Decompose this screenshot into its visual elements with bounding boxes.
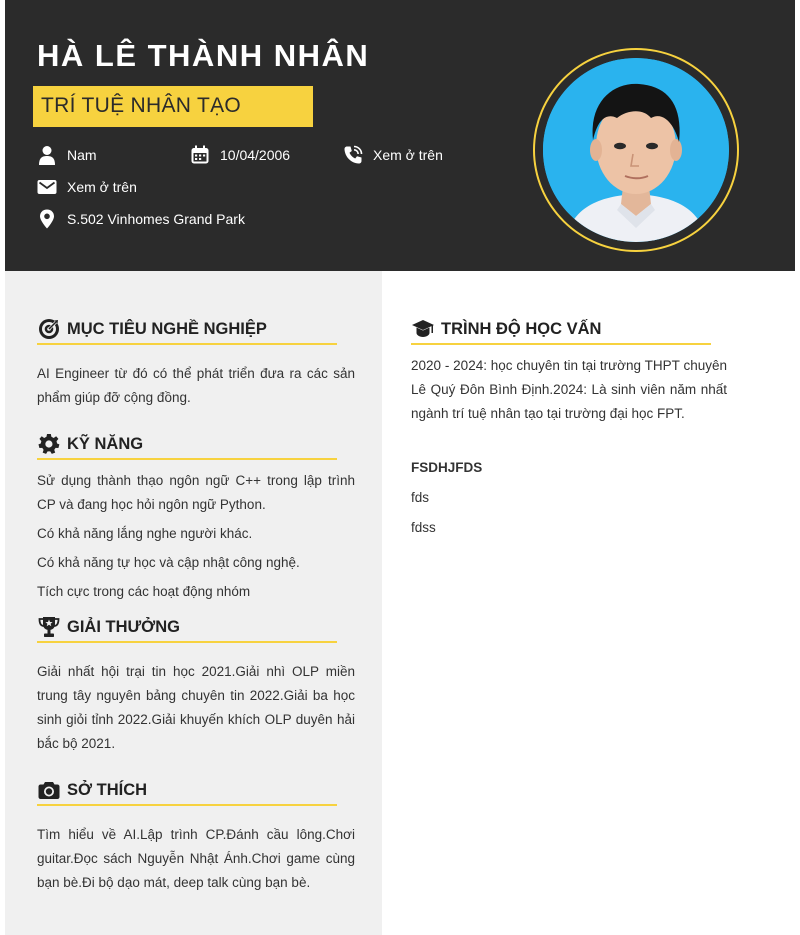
objective-text: AI Engineer từ đó có thể phát triển đưa ra các sản phẩm giúp đỡ cộng đồng. (37, 366, 355, 405)
target-icon (37, 317, 61, 341)
objective-title: MỤC TIÊU NGHỀ NGHIỆP (67, 319, 267, 338)
objective-heading (37, 317, 267, 341)
candidate-name: HÀ LÊ THÀNH NHÂN (37, 38, 370, 73)
email-text: Xem ở trên (67, 179, 137, 195)
avatar (543, 58, 729, 242)
awards-underline (37, 641, 337, 643)
skill-item: Sử dụng thành thạo ngôn ngữ C++ trong lập trình CP và đang học hỏi ngôn ngữ Python. (37, 473, 355, 512)
education-extra: FSDHJFDS (411, 460, 483, 475)
birthday-info (189, 143, 290, 167)
camera-icon (37, 778, 61, 802)
user-icon (36, 144, 58, 166)
skills-title: KỸ NĂNG (67, 434, 144, 453)
hobbies-text: Tìm hiểu về AI.Lập trình CP.Đánh cầu lông.Chơi guitar.Đọc sách Nguyễn Nhật Ánh.Chơi game cùng bạn bè.Đi bộ dạo mát, deep talk cùng bạn bè. (37, 827, 355, 890)
gender-text: Nam (67, 147, 97, 163)
education-extra: fds (411, 490, 430, 505)
skills-heading (37, 432, 143, 456)
location-pin-icon (36, 208, 58, 230)
position-title: TRÍ TUỆ NHÂN TẠO (41, 94, 242, 117)
gender-info (36, 143, 97, 167)
awards-text: Giải nhất hội trại tin học 2021.Giải nhì OLP miền trung tây nguyên bảng chuyên tin 2022.Giải ba học sinh giỏi tỉnh 2022.Giải khuyến khích OLP duyên hải bắc bộ 2021. (37, 664, 355, 751)
mail-icon (36, 176, 58, 198)
education-extra: fdss (411, 520, 436, 535)
position-badge (33, 86, 313, 127)
phone-info (342, 143, 443, 167)
trophy-icon (37, 615, 61, 639)
resume-page (5, 0, 795, 935)
email-info (36, 175, 137, 199)
skill-item: Có khả năng lắng nghe người khác. (37, 526, 253, 541)
hobbies-title: SỞ THÍCH (67, 780, 148, 799)
gear-icon (37, 432, 61, 456)
address-info (36, 207, 245, 231)
skill-item: Tích cực trong các hoạt động nhóm (37, 584, 251, 599)
phone-text: Xem ở trên (373, 147, 443, 163)
skill-item: Có khả năng tự học và cập nhật công nghệ. (37, 555, 300, 570)
phone-icon (342, 144, 364, 166)
awards-title: GIẢI THƯỞNG (67, 617, 181, 636)
objective-underline (37, 343, 337, 345)
calendar-icon (189, 144, 211, 166)
education-underline (411, 343, 711, 345)
resume-header (5, 0, 795, 271)
graduation-cap-icon (411, 317, 435, 341)
hobbies-underline (37, 804, 337, 806)
education-text: 2020 - 2024: học chuyên tin tại trường THPT chuyên Lê Quý Đôn Bình Định.2024: Là sinh viên năm nhất ngành trí tuệ nhân tạo tại trường đại học FPT. (411, 358, 727, 421)
awards-heading (37, 615, 180, 639)
skills-underline (37, 458, 337, 460)
education-title: TRÌNH ĐỘ HỌC VẤN (441, 319, 602, 338)
birthday-text: 10/04/2006 (220, 147, 291, 163)
hobbies-heading (37, 778, 147, 802)
address-text: S.502 Vinhomes Grand Park (67, 211, 245, 227)
education-heading (411, 317, 601, 341)
